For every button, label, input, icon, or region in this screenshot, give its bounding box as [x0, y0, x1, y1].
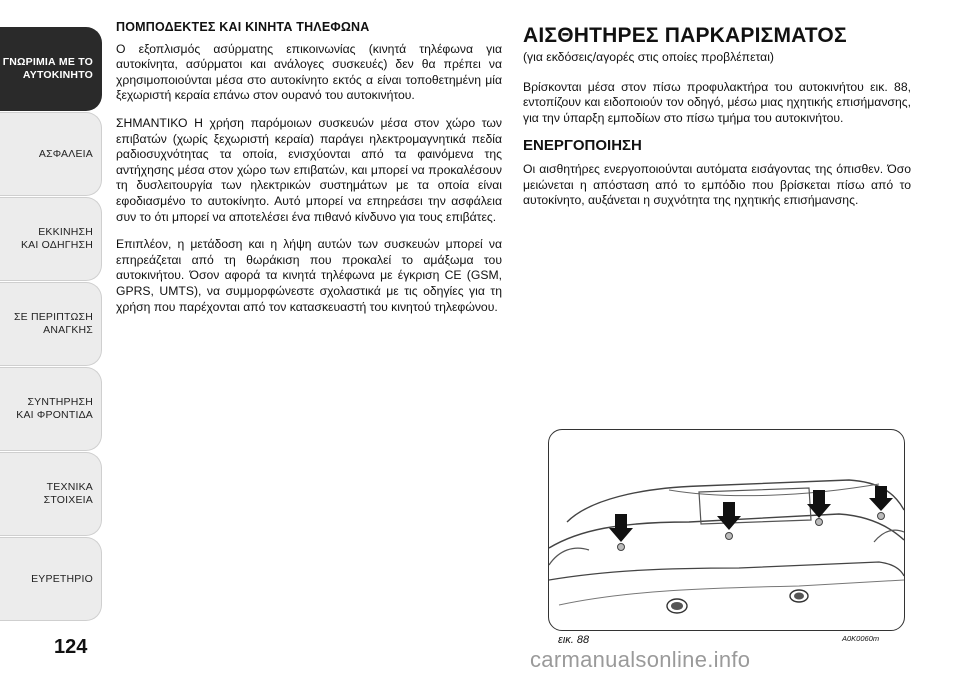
right-column: [523, 20, 911, 221]
paragraph: ΣΗΜΑΝΤΙΚΟ Η χρήση παρόμοιων συσκευών μέσα στον χώρο των επιβατών (χωρίς ξεχωριστή κεραία) παράγει ηλεκτρομαγνητικά πεδία ραδιοσυχνότητας τα οποία, ενισχύονται από τα φαινόμενα της αντήχησης μέσα στον χώρο των επιβατών, και μπορεί να προκαλέσουν τη δυσλειτουργία των ηλεκτρικών συστημάτων με τα οποία είναι εφοδιασμένο το αυτοκίνητο. Αυτό μπορεί να επηρεάσει την ασφάλεια συν το ότι μπορεί να αποτελέσει ένα πιθανό κίνδυνο για τους επιβάτες.: [116, 115, 502, 224]
tab-getting-to-know-car[interactable]: ΓΝΩΡΙΜΙΑ ΜΕ ΤΟ ΑΥΤΟΚΙΝΗΤΟ: [0, 27, 102, 111]
section-subtitle: (για εκδόσεις/αγορές στις οποίες προβλέπεται): [523, 50, 774, 64]
tab-maintenance[interactable]: ΣΥΝΤΗΡΗΣΗ ΚΑΙ ΦΡΟΝΤΙΔΑ: [0, 367, 102, 451]
left-column: [116, 20, 502, 327]
section-title-parking-sensors: ΑΙΣΘΗΤΗΡΕΣ ΠΑΡΚΑΡΙΣΜΑΤΟΣ: [523, 24, 847, 47]
page-number: 124: [54, 636, 88, 658]
figure-rear-bumper-sensors: [548, 429, 905, 631]
paragraph: Βρίσκονται μέσα στον πίσω προφυλακτήρα του αυτοκινήτου εικ. 88, εντοπίζουν και ειδοποιούν τον οδηγό, μέσω μιας ηχητικής επισήμανσης, για την ύπαρξη εμποδίων στο πίσω τμήμα του αυτοκινήτου.: [523, 79, 911, 125]
rear-bumper-illustration: [549, 430, 904, 630]
subsection-heading-activation: ΕΝΕΡΓΟΠΟΙΗΣΗ: [523, 137, 642, 155]
tab-starting-driving[interactable]: ΕΚΚΙΝΗΣΗ ΚΑΙ ΟΔΗΓΗΣΗ: [0, 197, 102, 281]
figure-caption: εικ. 88: [558, 634, 590, 646]
watermark-text: carmanualsonline.info: [530, 647, 751, 672]
section-heading-transmitters: ΠΟΜΠΟΔΕΚΤΕΣ ΚΑΙ ΚΙΝΗΤΑ ΤΗΛΕΦΩΝΑ: [116, 20, 370, 34]
tab-index[interactable]: ΕΥΡΕΤΗΡΙΟ: [0, 537, 102, 621]
figure-code: A0K0060m: [842, 634, 880, 643]
paragraph: Οι αισθητήρες ενεργοποιούνται αυτόματα εισάγοντας της όπισθεν. Όσο μειώνεται η απόσταση από το εμπόδιο που βρίσκεται πίσω από το αυτοκίνητο, αυξάνεται η συχνότητα της ηχητικής επισήμανσης.: [523, 161, 911, 208]
tab-safety[interactable]: ΑΣΦΑΛΕΙΑ: [0, 112, 102, 196]
tab-technical-data[interactable]: ΤΕΧΝΙΚΑ ΣΤΟΙΧΕΙΑ: [0, 452, 102, 536]
chapter-sidebar: [0, 27, 102, 622]
paragraph: Επιπλέον, η μετάδοση και η λήψη αυτών των συσκευών μπορεί να επηρεάζεται από τη θωράκιση που προκαλεί το αμάξωμα του αυτοκινήτου. Όσον αφορά τα κινητά τηλέφωνα με έγκριση CE (GSM, GPRS, UMTS), να συμμορφώνεστε σχολαστικά με τις οδηγίες για τη χρήση που παρέχονται από τον κατασκευαστή του κινητού τηλεφώνου.: [116, 237, 502, 314]
tab-emergency[interactable]: ΣΕ ΠΕΡΙΠΤΩΣΗ ΑΝΑΓΚΗΣ: [0, 282, 102, 366]
paragraph: Ο εξοπλισμός ασύρματης επικοινωνίας (κινητά τηλέφωνα για αυτοκίνητα, ασύρματοι και ανάλογες συσκευές) δεν θα πρέπει να χρησιμοποιούνται μέσα στο αυτοκίνητο εκτός α είναι τοποθετημένη μία ξεχωριστή κεραία επάνω στον ουρανό του αυτοκινήτου.: [116, 41, 502, 103]
